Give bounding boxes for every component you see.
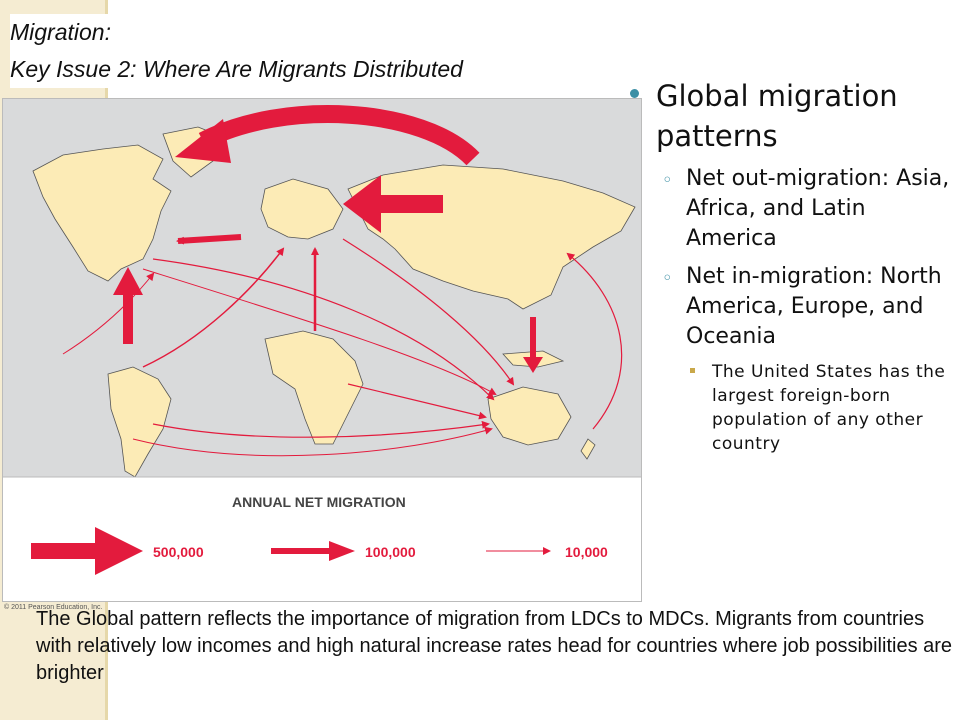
legend-label-100000: 100,000	[365, 544, 416, 560]
europe-to-north-america-arrow	[178, 237, 241, 241]
legend-arrow-500000-head	[95, 527, 143, 575]
bullet-sub-2-text: Net in-migration: North America, Europe, and Oceania	[686, 264, 942, 349]
bullet-ring-icon: ◦	[662, 268, 673, 289]
bullet-dot-icon	[630, 89, 639, 98]
bullet-sub-1	[628, 164, 958, 254]
migration-map	[2, 98, 642, 602]
title-line-1: Migration:	[10, 14, 115, 51]
asia-to-australia-arrow	[530, 317, 536, 359]
bullet-sub-1-text: Net out-migration: Asia, Africa, and Latin America	[686, 166, 950, 251]
map-copyright: © 2011 Pearson Education, Inc.	[4, 604, 103, 611]
legend-arrow-100000-shaft	[271, 548, 333, 554]
bullet-main	[628, 76, 958, 156]
latin-america-to-us-arrow	[123, 289, 133, 344]
legend-label-10000: 10,000	[565, 544, 608, 560]
bullet-square-icon	[690, 368, 695, 373]
title-line-2: Key Issue 2: Where Are Migrants Distributed	[10, 51, 467, 88]
bullet-subsub	[628, 360, 958, 456]
bullet-sub-2	[628, 262, 958, 352]
bullet-main-text: Global migration patterns	[656, 79, 898, 153]
legend-arrow-500000-shaft	[31, 543, 101, 559]
bullet-ring-icon: ◦	[662, 170, 673, 191]
bullet-subsub-text: The United States has the largest foreign-born population of any other country	[712, 362, 946, 454]
migration-map-svg	[3, 99, 641, 601]
asia-to-europe-arrow	[373, 195, 443, 213]
bullet-list	[628, 76, 958, 456]
footer-text: The Global pattern reflects the importance of migration from LDCs to MDCs. Migrants from countries with relatively low incomes and high natural increase rates head for countries where job possibilities are brighter	[36, 608, 953, 684]
legend-label-500000: 500,000	[153, 544, 204, 560]
slide-title	[10, 14, 467, 88]
legend-arrow-100000-head	[329, 541, 355, 561]
legend-title: ANNUAL NET MIGRATION	[232, 494, 406, 510]
